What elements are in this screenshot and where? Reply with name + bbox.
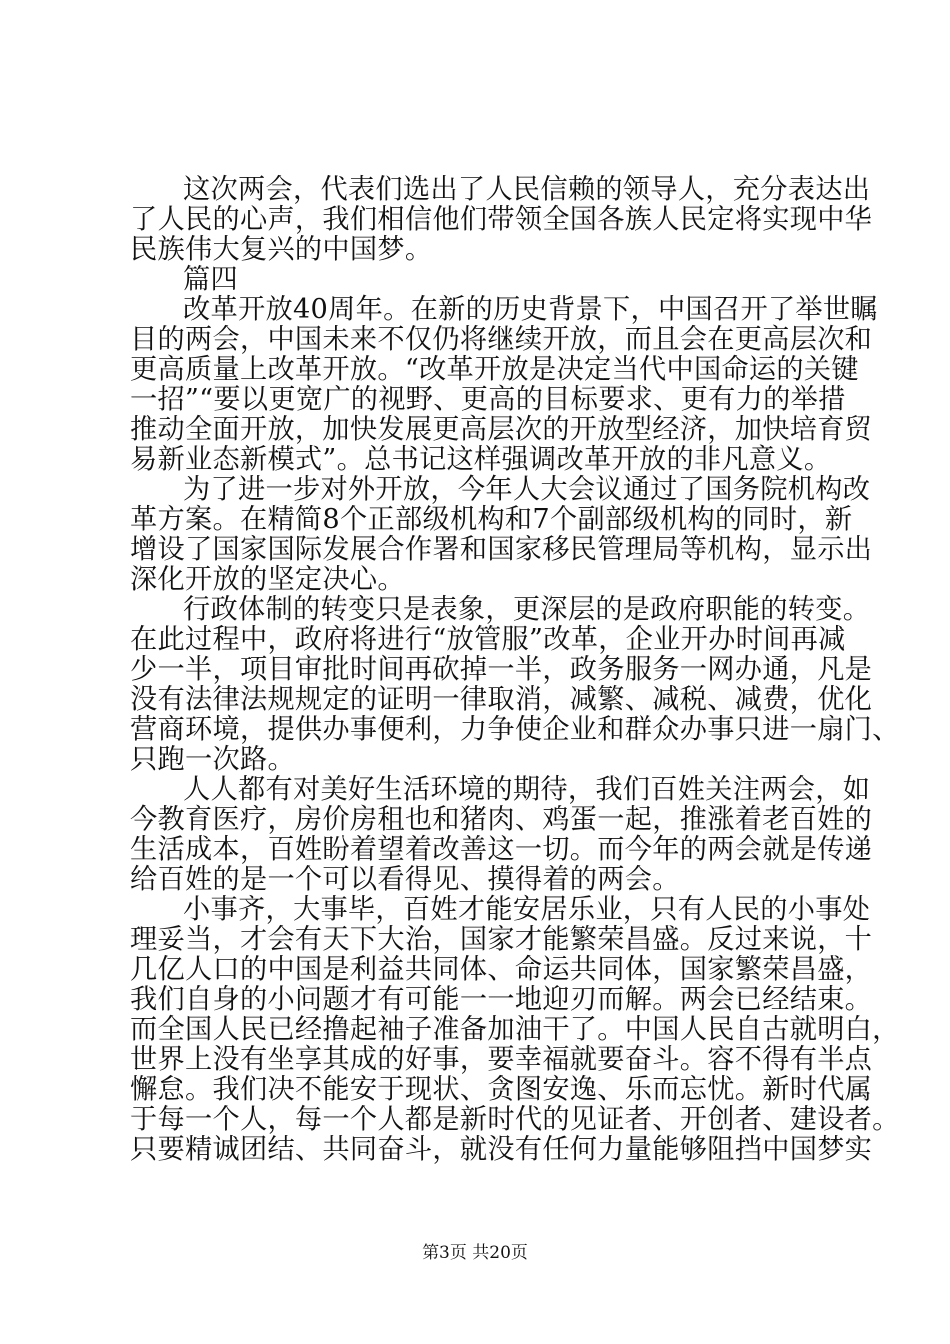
paragraph-line: 少一半，项目审批时间再砍掉一半，政务服务一网办通，凡是 [130, 654, 873, 685]
paragraph-line: 为了进一步对外开放，今年人大会议通过了国务院机构改 [183, 474, 871, 505]
paragraph-line: 于每一个人，每一个人都是新时代的见证者、开创者、建设者。 [130, 1104, 900, 1135]
paragraph-line: 了人民的心声，我们相信他们带领全国各族人民定将实现中华 [130, 204, 873, 235]
paragraph-line: 民族伟大复兴的中国梦。 [130, 234, 433, 265]
page-number-footer: 第3页 共20页 [422, 1243, 528, 1263]
paragraph-line: 给百姓的是一个可以看得见、摸得着的两会。 [130, 864, 680, 895]
paragraph-line: 目的两会，中国未来不仅仍将继续开放，而且会在更高层次和 [130, 324, 873, 355]
paragraph-line: 易新业态新模式”。总书记这样强调改革开放的非凡意义。 [130, 444, 832, 475]
section-heading: 篇四 [183, 264, 238, 295]
paragraph-line: 理妥当，才会有天下大治，国家才能繁荣昌盛。反过来说，十 [130, 924, 873, 955]
paragraph-line: 懈怠。我们决不能安于现状、贪图安逸、乐而忘忧。新时代属 [130, 1074, 873, 1105]
paragraph-line: 推动全面开放，加快发展更高层次的开放型经济，加快培育贸 [130, 414, 873, 445]
paragraph-line: 更高质量上改革开放。“改革开放是决定当代中国命运的关键 [130, 354, 859, 385]
paragraph-line: 生活成本，百姓盼着望着改善这一切。而今年的两会就是传递 [130, 834, 873, 865]
paragraph-line: 在此过程中，政府将进行“放管服”改革，企业开办时间再减 [130, 624, 846, 655]
paragraph-line: 改革开放40周年。在新的历史背景下，中国召开了举世瞩 [183, 294, 878, 325]
paragraph-line: 没有法律法规规定的证明一律取消，减繁、减税、减费，优化 [130, 684, 873, 715]
paragraph-line: 今教育医疗，房价房租也和猪肉、鸡蛋一起，推涨着老百姓的 [130, 804, 873, 835]
paragraph-line: 人人都有对美好生活环境的期待，我们百姓关注两会，如 [183, 774, 871, 805]
paragraph-line: 而全国人民已经撸起袖子准备加油干了。中国人民自古就明白， [130, 1014, 900, 1045]
paragraph-line: 深化开放的坚定决心。 [130, 564, 405, 595]
paragraph-line: 我们自身的小问题才有可能一一地迎刃而解。两会已经结束。 [130, 984, 873, 1015]
paragraph-line: 一招”“要以更宽广的视野、更高的目标要求、更有力的举措 [130, 384, 846, 415]
paragraph-line: 营商环境，提供办事便利，力争使企业和群众办事只进一扇门、 [130, 714, 900, 745]
paragraph-line: 只跑一次路。 [130, 744, 295, 775]
paragraph-line: 行政体制的转变只是表象，更深层的是政府职能的转变。 [183, 594, 871, 625]
paragraph-line: 这次两会，代表们选出了人民信赖的领导人，充分表达出 [183, 174, 871, 205]
document-body [130, 174, 900, 1165]
paragraph-line: 增设了国家国际发展合作署和国家移民管理局等机构，显示出 [130, 534, 873, 565]
paragraph-line: 世界上没有坐享其成的好事，要幸福就要奋斗。容不得有半点 [130, 1044, 873, 1075]
paragraph-line: 小事齐，大事毕，百姓才能安居乐业，只有人民的小事处 [183, 894, 871, 925]
paragraph-line: 几亿人口的中国是利益共同体、命运共同体，国家繁荣昌盛， [130, 954, 873, 985]
paragraph-line: 只要精诚团结、共同奋斗，就没有任何力量能够阻挡中国梦实 [130, 1134, 873, 1165]
paragraph-line: 革方案。在精简8个正部级机构和7个副部级机构的同时，新 [130, 504, 853, 535]
